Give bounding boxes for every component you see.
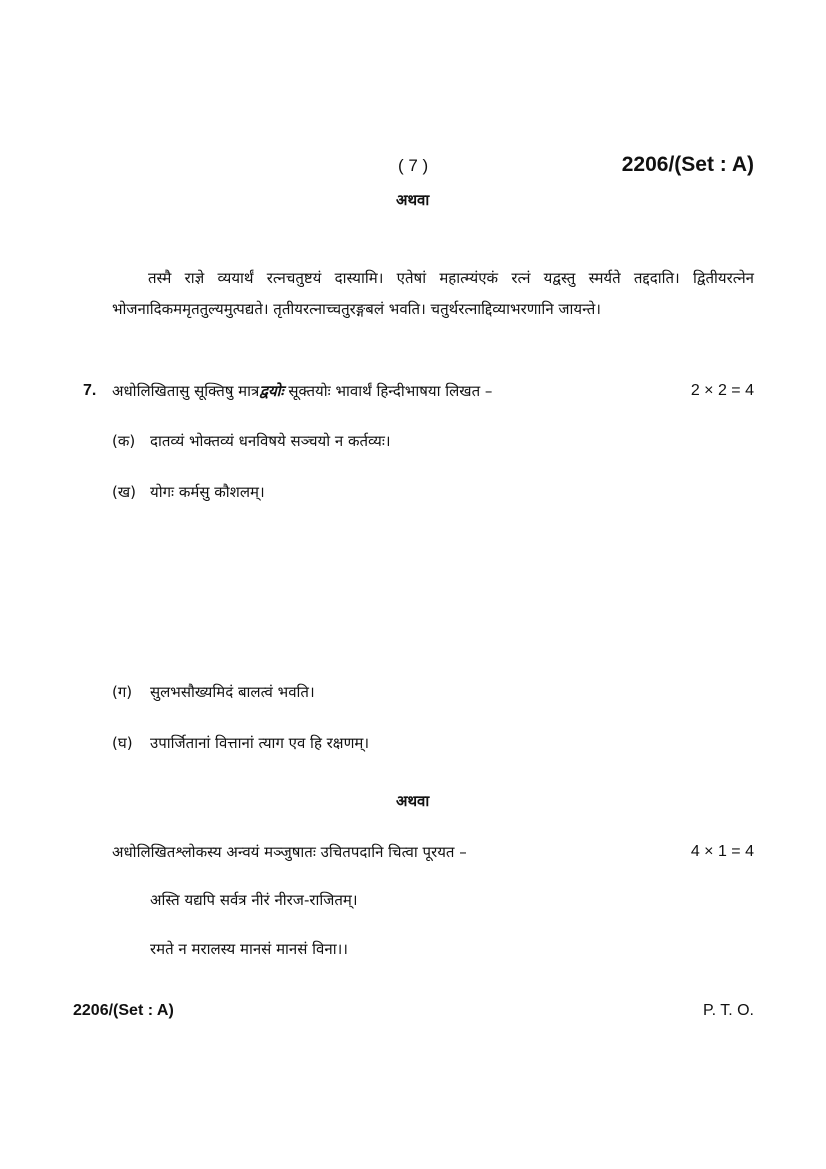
question-text [112, 381, 492, 401]
alternative-marks: 4 × 1 = 4 [690, 843, 754, 860]
alternative-instruction: अधोलिखितश्लोकस्य अन्वयं मञ्जुषातः उचितपदानि चित्वा पूरयत – [112, 843, 467, 861]
passage-text: तस्मै राज्ञे व्ययार्थं रत्नचतुष्टयं दास्यामि। एतेषां महात्म्यंएकं रत्नं यद्वस्तु स्मर्यते तद्ददाति। द्वितीयरत्नेन भोजनादिकममृततुल्यमुत्पद्यते। तृतीयरत्नाच्चतुरङ्गबलं भवति। चतुर्थरत्नाद्दिव्याभरणानि जायन्ते। [112, 269, 754, 318]
sanskrit-passage [112, 263, 754, 325]
question-text-before: अधोलिखितासु सूक्तिषु मात्र [112, 382, 260, 400]
subquestion-text: सुलभसौख्यमिदं बालत्वं भवति। [150, 683, 315, 701]
subquestion-text: योगः कर्मसु कौशलम्। [150, 483, 265, 501]
subquestion-text: दातव्यं भोक्तव्यं धनविषये सञ्चयो न कर्तव्यः। [150, 432, 391, 450]
subquestion-label: (क) [112, 432, 136, 450]
question-text-after: सूक्तयोः भावार्थं हिन्दीभाषया लिखत – [283, 382, 493, 400]
pto-label: P. T. O. [703, 1002, 754, 1019]
question-text-emphasis: द्वयोः [259, 382, 284, 400]
question-marks: 2 × 2 = 4 [690, 382, 754, 399]
subquestion-ka [112, 431, 391, 451]
subquestion-gha [112, 733, 369, 753]
athava-heading: अथवा [396, 191, 430, 209]
paper-code-header: 2206/(Set : A) [621, 153, 754, 176]
subquestion-label: (ख) [112, 483, 136, 501]
paper-code-footer: 2206/(Set : A) [73, 1002, 174, 1019]
page-number: ( 7 ) [398, 156, 429, 175]
athava-heading-2: अथवा [396, 792, 430, 810]
verse-line-1: अस्ति यद्यपि सर्वत्र नीरं नीरज-राजितम्। [150, 891, 358, 909]
subquestion-text: उपार्जितानां वित्तानां त्याग एव हि रक्षणम्। [150, 734, 370, 752]
verse-line-2: रमते न मरालस्य मानसं मानसं विना।। [150, 940, 348, 958]
subquestion-kha [112, 482, 265, 502]
subquestion-label: (ग) [112, 683, 133, 701]
subquestion-label: (घ) [112, 734, 133, 752]
subquestion-ga [112, 682, 315, 702]
question-number: 7. [83, 382, 97, 399]
